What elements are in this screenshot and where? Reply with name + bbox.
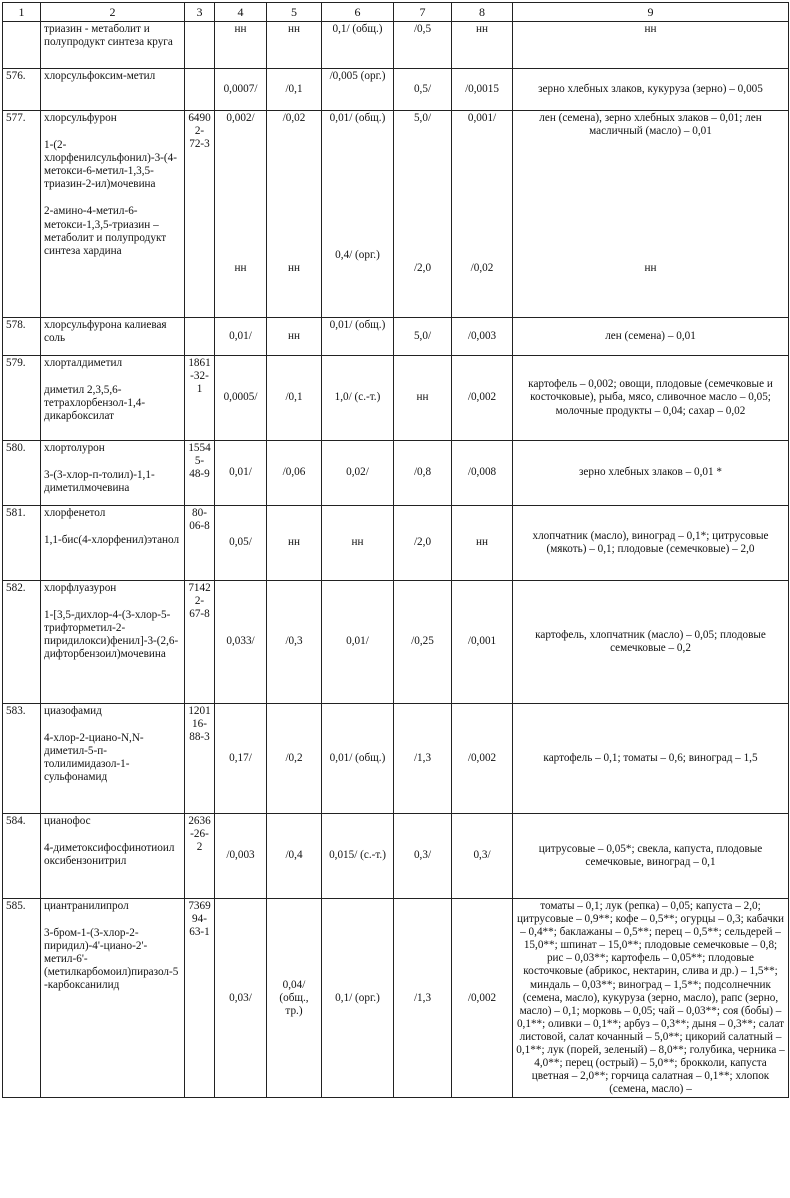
table-row	[3, 506, 789, 581]
value-col-7: /0,25	[394, 581, 452, 704]
cas-number: 64902-72-3	[185, 111, 215, 318]
row-number: 580.	[3, 441, 41, 506]
substance-name: триазин - метаболит и полупродукт синтеза круга	[41, 22, 185, 69]
metabolite-value-col-5: нн	[288, 262, 300, 275]
value-col-4: 0,17/	[215, 704, 267, 814]
header-col-7: 7	[394, 3, 452, 22]
header-col-9: 9	[513, 3, 789, 22]
value-col-8: 0,3/	[452, 814, 513, 899]
metabolite-food-limits: нн	[644, 262, 657, 275]
value-col-5: /0,02	[282, 112, 306, 124]
substance-name: цианофос	[44, 815, 91, 827]
row-number	[3, 22, 41, 69]
value-col-4: 0,0007/	[215, 69, 267, 111]
substance-name: циазофамид	[44, 705, 102, 717]
food-limits: лен (семена) – 0,01	[513, 318, 789, 356]
food-limits: цитрусовые – 0,05*; свекла, капуста, плодовые семечковые, виноград – 0,1	[513, 814, 789, 899]
cas-number	[185, 22, 215, 69]
substance-name: хлорфлуазурон	[44, 582, 117, 594]
value-col-5: /0,4	[267, 814, 322, 899]
cas-number: 736994-63-1	[185, 899, 215, 1098]
substance-chemical-name: диметил 2,3,5,6-тетрахлорбензол-1,4-дикарбоксилат	[44, 384, 146, 423]
substance-chemical-name: 3-(3-хлор-п-толил)-1,1-диметилмочевина	[44, 469, 155, 495]
value-col-5: /0,06	[267, 441, 322, 506]
value-col-4: 0,002/	[226, 112, 255, 124]
table-row	[3, 356, 789, 441]
food-limits: картофель – 0,002; овощи, плодовые (семечковые и косточковые), рыба, мясо, сливочное масло – 0,05; молочные продукты – 0,04; сахар – 0,02	[513, 356, 789, 441]
value-col-6: нн	[322, 506, 394, 581]
value-col-8: /0,002	[452, 356, 513, 441]
metabolite-value-col-7: /2,0	[413, 262, 432, 275]
value-col-5: /0,2	[267, 704, 322, 814]
value-col-6: 0,01/ (общ.)	[322, 318, 394, 356]
cas-number: 120116-88-3	[185, 704, 215, 814]
substance-name: циантранилипрол	[44, 900, 129, 912]
table-row	[3, 581, 789, 704]
metabolite-name: 2-амино-4-метил-6-метокси-1,3,5-триазин – метаболит и полупродукт синтеза хардина	[44, 205, 167, 257]
value-col-7: /0,8	[394, 441, 452, 506]
row-number: 579.	[3, 356, 41, 441]
value-col-7: нн	[394, 356, 452, 441]
value-col-5: 0,04/ (общ., тр.)	[267, 899, 322, 1098]
cas-number	[185, 318, 215, 356]
value-col-7: 5,0/	[394, 318, 452, 356]
value-col-5: /0,3	[267, 581, 322, 704]
cas-number: 2636-26-2	[185, 814, 215, 899]
table-row	[3, 318, 789, 356]
cas-number: 15545-48-9	[185, 441, 215, 506]
food-limits: хлопчатник (масло), виноград – 0,1*; цитрусовые (мякоть) – 0,1; плодовые (семечковые) – 2,0	[513, 506, 789, 581]
header-col-6: 6	[322, 3, 394, 22]
food-limits: томаты – 0,1; лук (репка) – 0,05; капуста – 2,0; цитрусовые – 0,9**; кофе – 0,5**; огурцы – 0,3; кабачки – 0,4**; баклажаны – 0,5**; перец – 0,5**; сельдерей – 15,0**; шпинат – 15,0**; плодовые семечковые – 0,8; рис – 0,03**; картофель – 0,05**; плодовые косточковые (абрикос, нектарин, слива и др.) – 1,5**; миндаль – 0,03**; виноград – 1,5**; подсолнечник (семена, масло), кукуруза (зерно, масло), рапс (зерно, масло) – 0,1; морковь – 0,05; чай – 0,03**; соя (бобы) – 0,1**; оливки – 0,1**; арбуз – 0,3**; дыня – 0,3**; салат листовой, салат кочанный – 5,0**; цикорий салатный – 0,1**; лук (порей, зеленый) – 8,0**; голубика, черника – 4,0**; перец (острый) – 5,0**; брокколи, капуста цветная – 2,0**; горчица салатная – 0,1**; хлопок (семена, масло) –	[513, 899, 789, 1098]
value-col-8: /0,0015	[452, 69, 513, 111]
value-col-4: 0,03/	[215, 899, 267, 1098]
table-row	[3, 899, 789, 1098]
metabolite-value-col-8: /0,02	[470, 262, 494, 275]
regulation-table	[2, 2, 789, 1098]
value-col-7: /1,3	[394, 899, 452, 1098]
cas-number: 71422-67-8	[185, 581, 215, 704]
value-col-8: нн	[452, 22, 513, 69]
substance-chemical-name: 4-диметоксифосфинотиоил оксибензонитрил	[44, 842, 175, 868]
value-col-6: 0,1/ (орг.)	[322, 899, 394, 1098]
substance-name: хлорсульфурона калиевая соль	[41, 318, 185, 356]
value-col-8: 0,001/	[467, 112, 497, 124]
value-col-7: 5,0/	[413, 112, 432, 124]
value-col-4: 0,01/	[215, 441, 267, 506]
substance-name: хлорсульфурон	[44, 112, 117, 124]
value-col-4: нн	[215, 22, 267, 69]
substance-chemical-name: 1-[3,5-дихлор-4-(3-хлор-5-трифторметил-2-пиридилокси)фенил]-3-(2,6-дифторбензоил)мочевина	[44, 609, 179, 661]
value-col-5: /0,1	[267, 356, 322, 441]
food-limits: нн	[513, 22, 789, 69]
substance-chemical-name: 4-хлор-2-циано-N,N-диметил-5-п-толилимидазол-1-сульфонамид	[44, 732, 144, 784]
cas-number: 1861-32-1	[185, 356, 215, 441]
value-col-4: 0,033/	[215, 581, 267, 704]
value-col-4: /0,003	[215, 814, 267, 899]
cas-number: 80-06-8	[185, 506, 215, 581]
food-limits: зерно хлебных злаков, кукуруза (зерно) – 0,005	[513, 69, 789, 111]
value-col-8: /0,003	[452, 318, 513, 356]
value-col-7: /1,3	[394, 704, 452, 814]
row-number: 584.	[3, 814, 41, 899]
food-limits: зерно хлебных злаков – 0,01 *	[513, 441, 789, 506]
value-col-4: 0,05/	[215, 506, 267, 581]
food-limits: лен (семена), зерно хлебных злаков – 0,01; лен масличный (масло) – 0,01	[539, 112, 762, 138]
table-row	[3, 22, 789, 69]
row-number: 578.	[3, 318, 41, 356]
value-col-7: /0,5	[394, 22, 452, 69]
row-number: 581.	[3, 506, 41, 581]
table-row	[3, 441, 789, 506]
value-col-5: нн	[267, 506, 322, 581]
header-col-1: 1	[3, 3, 41, 22]
value-col-6: 0,01/ (общ.)	[329, 112, 386, 124]
food-limits: картофель, хлопчатник (масло) – 0,05; плодовые семечковые – 0,2	[513, 581, 789, 704]
row-number: 583.	[3, 704, 41, 814]
table-row	[3, 704, 789, 814]
value-col-8: /0,008	[452, 441, 513, 506]
substance-name: хлорсульфоксим-метил	[41, 69, 185, 111]
value-col-6: /0,005 (орг.)	[322, 69, 394, 111]
metabolite-value-col-6: 0,4/ (орг.)	[335, 249, 380, 262]
value-col-7: 0,5/	[394, 69, 452, 111]
value-col-6: 0,015/ (с.-т.)	[322, 814, 394, 899]
table-row	[3, 111, 789, 318]
header-col-8: 8	[452, 3, 513, 22]
value-col-8: /0,001	[452, 581, 513, 704]
header-col-3: 3	[185, 3, 215, 22]
cas-number	[185, 69, 215, 111]
value-col-8: нн	[452, 506, 513, 581]
substance-chemical-name: 1-(2-хлорфенилсульфонил)-3-(4-метокси-6-метил-1,3,5-триазин-2-ил)мочевина	[44, 139, 177, 191]
row-number: 582.	[3, 581, 41, 704]
row-number: 576.	[3, 69, 41, 111]
value-col-5: нн	[267, 22, 322, 69]
value-col-6: 1,0/ (с.-т.)	[322, 356, 394, 441]
value-col-6: 0,01/ (общ.)	[322, 704, 394, 814]
header-col-5: 5	[267, 3, 322, 22]
value-col-8: /0,002	[452, 704, 513, 814]
value-col-7: 0,3/	[394, 814, 452, 899]
table-row	[3, 814, 789, 899]
value-col-5: /0,1	[267, 69, 322, 111]
food-limits: картофель – 0,1; томаты – 0,6; виноград – 1,5	[513, 704, 789, 814]
value-col-6: 0,01/	[322, 581, 394, 704]
header-col-4: 4	[215, 3, 267, 22]
value-col-7: /2,0	[394, 506, 452, 581]
value-col-4: 0,0005/	[215, 356, 267, 441]
substance-chemical-name: 1,1-бис(4-хлорфенил)этанол	[44, 534, 180, 547]
value-col-8: /0,002	[452, 899, 513, 1098]
table-row	[3, 69, 789, 111]
substance-name: хлортолурон	[44, 442, 105, 454]
header-col-2: 2	[41, 3, 185, 22]
value-col-5: нн	[267, 318, 322, 356]
row-number: 577.	[3, 111, 41, 318]
value-col-6: 0,02/	[322, 441, 394, 506]
substance-name: хлорталдиметил	[44, 357, 123, 369]
metabolite-value-col-4: нн	[234, 262, 247, 275]
substance-chemical-name: 3-бром-1-(3-хлор-2-пиридил)-4'-циано-2'-метил-6'-(метилкарбомоил)пиразол-5-карбоксанилид	[44, 927, 179, 992]
value-col-6: 0,1/ (общ.)	[322, 22, 394, 69]
substance-name: хлорфенетол	[44, 507, 106, 519]
row-number: 585.	[3, 899, 41, 1098]
value-col-4: 0,01/	[215, 318, 267, 356]
header-row	[3, 3, 789, 22]
